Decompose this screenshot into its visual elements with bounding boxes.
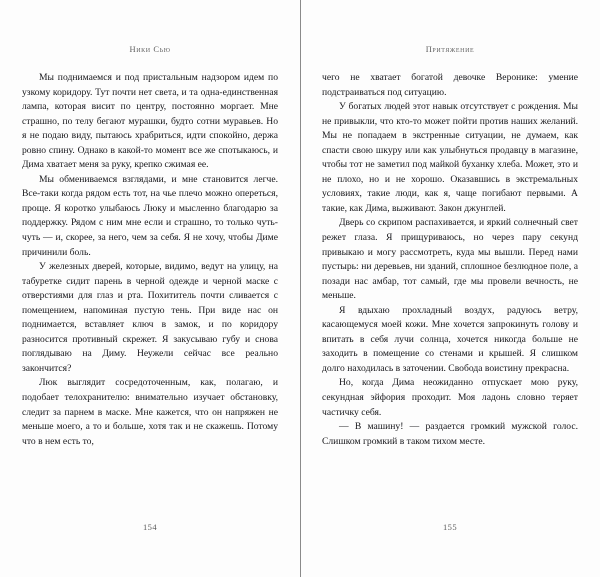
- page-gutter-divider: [300, 0, 301, 577]
- right-page-body: [322, 71, 578, 449]
- paragraph: Дверь со скрипом распахивается, и яркий солнечный свет режет глаза. Я прищуриваюсь, но через пару секунд привыкаю и могу рассмотреть, куда мы вышли. Перед нами пустырь: ни деревьев, ни зданий, сплошное безлюдное поле, а позади нас амбар, тот самый, где мы провели вечность, не меньше.: [322, 217, 578, 302]
- paragraph: — В машину! — раздается громкий мужской голос. Слишком громкий в таком тихом месте.: [322, 421, 578, 447]
- paragraph: Я вдыхаю прохладный воздух, радуюсь ветру, касающемуся моей кожи. Мне хочется запрокинуть голову и впитать в себя лучи солнца, хочется никогда больше не заходить в помещение со стенами и крышей. Я слишком долго находилась в заточении. Свобода воистину прекрасна.: [322, 304, 578, 374]
- paragraph: Но, когда Дима неожиданно отпускает мою руку, секундная эйфория проходит. Моя ладонь словно теряет частичку себя.: [322, 377, 578, 418]
- paragraph: чего не хватает богатой девочке Веронике: умение подстраиваться под ситуацию.: [322, 72, 578, 98]
- paragraph: Мы обмениваемся взглядами, и мне становится легче. Все-таки когда рядом есть тот, на чье плечо можно опереться, проще. Я коротко улыбаюсь Люку и мысленно благодарю за поддержку. Рядом с ним мне если и страшно, то только чуть-чуть — и, скорее, за него, чем за себя. Я не хочу, чтобы Диме причинили боль.: [22, 173, 278, 258]
- right-running-head: Притяжение: [425, 44, 475, 54]
- left-running-head: Ники Сью: [129, 44, 171, 54]
- left-page-body: [22, 71, 278, 449]
- paragraph: Люк выглядит сосредоточенным, как, полагаю, и подобает телохранителю: внимательно изучает обстановку, следит за парнем в маске. Мне кажется, что он напряжен не меньше моего, а то и больше, хотя так и не скажешь. Потому что в нем есть то,: [22, 377, 278, 447]
- paragraph: У богатых людей этот навык отсутствует с рождения. Мы не привыкли, что кто-то может пойти против наших желаний. Мы не попадаем в экстренные ситуации, не думаем, как спасти свою шкуру или как улыбнуться продавцу в магазине, чтобы тот не заметил под майкой буханку хлеба. Может, это и не плохо, но и не хорошо. Оказавшись в экстремальных условиях, такие люди, как я, чаще погибают первыми. А такие, как Дима, выживают. Закон джунглей.: [322, 101, 578, 214]
- paragraph: У железных дверей, которые, видимо, ведут на улицу, на табуретке сидит парень в черной одежде и черной маске с отверстиями для глаз и рта. Похититель почти сливается с помещением, напоминая пустую тень. При виде нас он поднимается, вставляет ключ в замок, и по коридору разносится противный скрежет. Я закусываю губу и снова поглядываю на Диму. Неужели сейчас все реально закончится?: [22, 261, 278, 374]
- left-page-number: 154: [143, 522, 157, 532]
- right-page: [300, 0, 600, 577]
- right-page-number: 155: [443, 522, 457, 532]
- paragraph: Мы поднимаемся и под пристальным надзором идем по узкому коридору. Тут почти нет света, и та одна-единственная лампа, которая висит по центру, постоянно моргает. Мне страшно, по телу бегают мурашки, будто сотни муравьев. Но я не подаю виду, пытаюсь храбриться, идти спокойно, держа ровно спину. Однако в какой-то момент все же спотыкаюсь, и Дима хватает меня за руку, крепко сжимая ее.: [22, 72, 278, 171]
